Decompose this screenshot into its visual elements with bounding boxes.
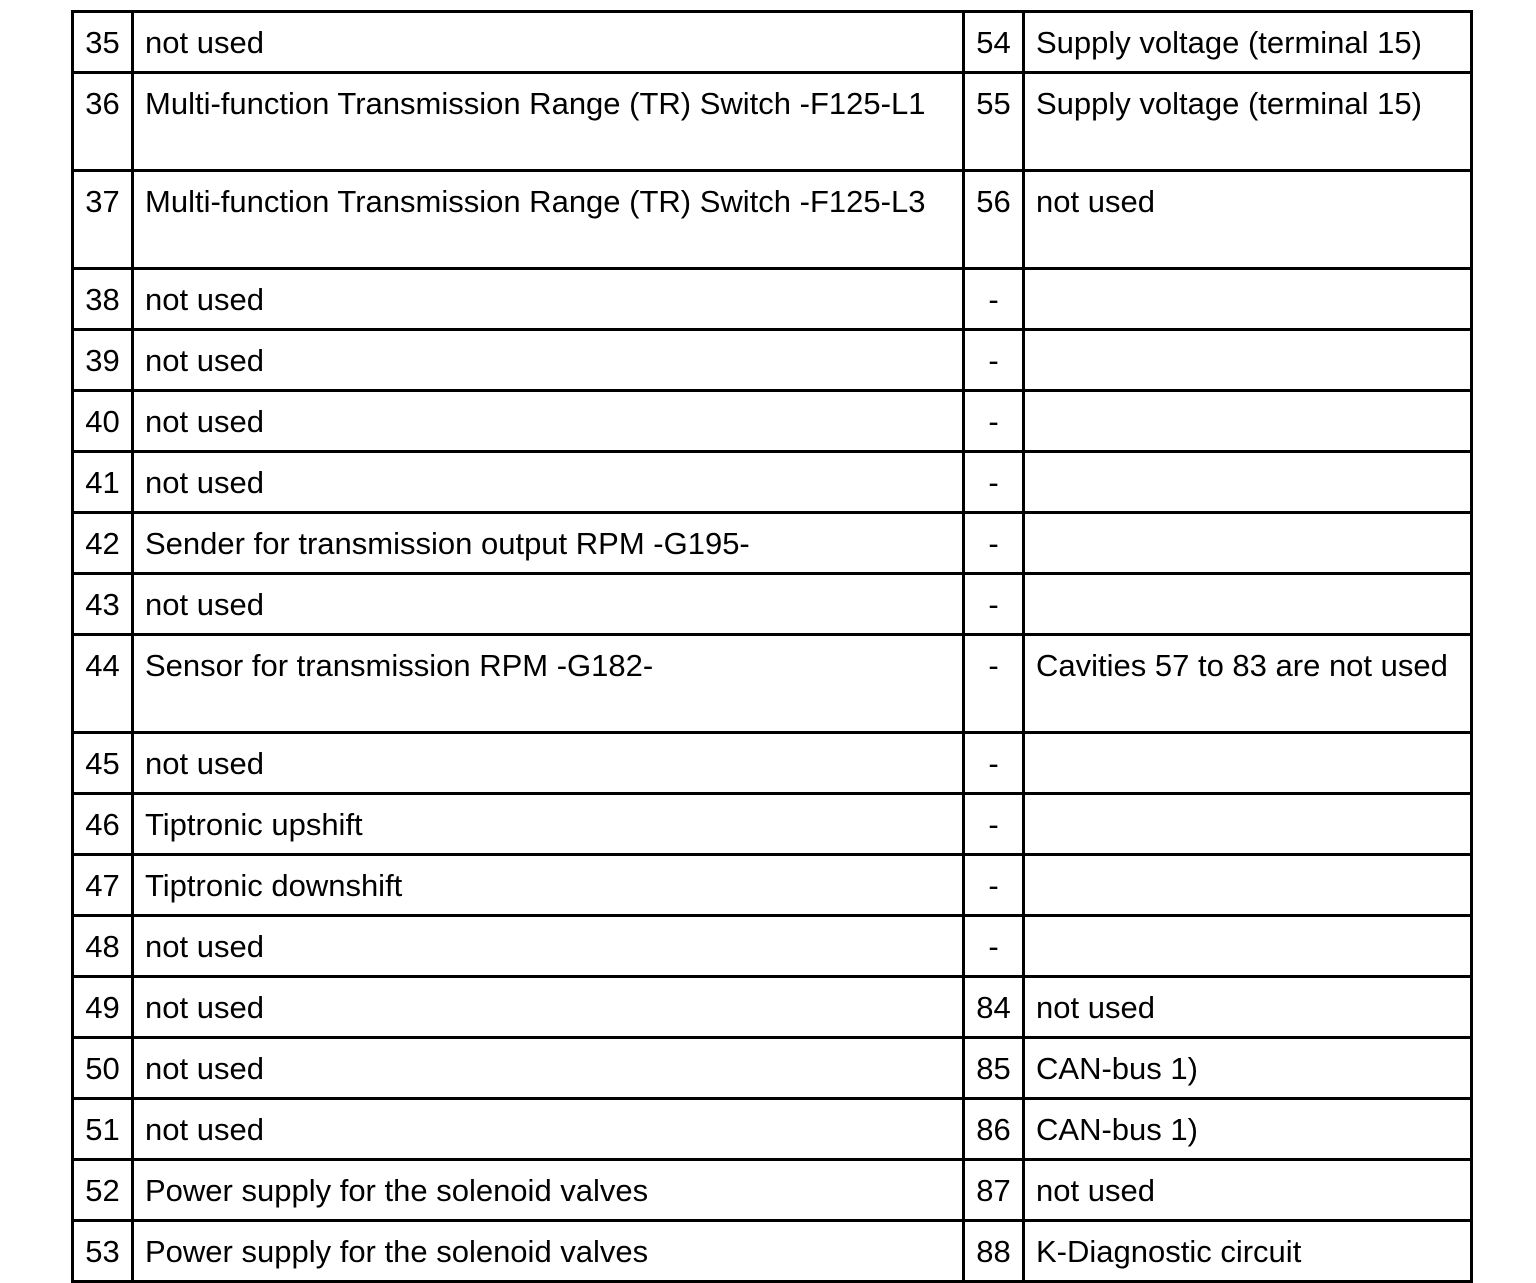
pin-number-left: 35: [73, 12, 133, 73]
table-row: [73, 12, 1472, 73]
pin-number-left: 38: [73, 269, 133, 330]
pin-number-right: 88: [964, 1221, 1024, 1282]
pin-description-left: Power supply for the solenoid valves: [133, 1160, 964, 1221]
pin-description-left: not used: [133, 574, 964, 635]
pin-description-right: [1024, 330, 1472, 391]
pin-number-left: 37: [73, 171, 133, 269]
pin-description-right: CAN-bus 1): [1024, 1099, 1472, 1160]
table-row: [73, 73, 1472, 171]
pin-description-right: [1024, 574, 1472, 635]
pin-number-right: -: [964, 452, 1024, 513]
table-row: [73, 269, 1472, 330]
pin-description-left: not used: [133, 12, 964, 73]
pin-description-left: not used: [133, 733, 964, 794]
table-row: [73, 452, 1472, 513]
pin-number-right: 85: [964, 1038, 1024, 1099]
pin-number-right: 54: [964, 12, 1024, 73]
pin-number-right: 86: [964, 1099, 1024, 1160]
pin-number-left: 45: [73, 733, 133, 794]
pin-number-right: -: [964, 916, 1024, 977]
pin-description-left: not used: [133, 269, 964, 330]
pin-number-right: -: [964, 513, 1024, 574]
pin-number-right: 87: [964, 1160, 1024, 1221]
pin-description-left: Tiptronic downshift: [133, 855, 964, 916]
pin-description-right: Supply voltage (terminal 15): [1024, 73, 1472, 171]
pin-description-left: not used: [133, 916, 964, 977]
pin-number-right: -: [964, 855, 1024, 916]
pin-description-left: not used: [133, 1099, 964, 1160]
pin-number-right: -: [964, 269, 1024, 330]
table-row: [73, 1160, 1472, 1221]
pin-description-left: not used: [133, 330, 964, 391]
pin-description-left: Power supply for the solenoid valves: [133, 1221, 964, 1282]
pin-number-right: -: [964, 635, 1024, 733]
pin-description-right: [1024, 269, 1472, 330]
pin-number-left: 52: [73, 1160, 133, 1221]
pin-description-right: CAN-bus 1): [1024, 1038, 1472, 1099]
pin-number-left: 51: [73, 1099, 133, 1160]
pin-number-left: 40: [73, 391, 133, 452]
pin-description-right: not used: [1024, 977, 1472, 1038]
table-row: [73, 1221, 1472, 1282]
pin-number-right: 84: [964, 977, 1024, 1038]
pin-description-left: Sender for transmission output RPM -G195-: [133, 513, 964, 574]
pin-description-right: [1024, 391, 1472, 452]
table-row: [73, 916, 1472, 977]
pin-number-right: 55: [964, 73, 1024, 171]
pin-number-right: 56: [964, 171, 1024, 269]
pin-number-right: -: [964, 794, 1024, 855]
table-row: [73, 1038, 1472, 1099]
table-row: [73, 1099, 1472, 1160]
pin-description-left: Tiptronic upshift: [133, 794, 964, 855]
pin-number-left: 48: [73, 916, 133, 977]
table-row: [73, 977, 1472, 1038]
pin-number-right: -: [964, 574, 1024, 635]
pin-number-right: -: [964, 733, 1024, 794]
pin-description-right: K-Diagnostic circuit: [1024, 1221, 1472, 1282]
pin-number-right: -: [964, 391, 1024, 452]
pin-description-left: not used: [133, 452, 964, 513]
pin-number-left: 47: [73, 855, 133, 916]
table-row: [73, 391, 1472, 452]
pin-description-left: not used: [133, 391, 964, 452]
table-row: [73, 171, 1472, 269]
pin-description-left: not used: [133, 1038, 964, 1099]
pin-number-left: 39: [73, 330, 133, 391]
pin-description-right: [1024, 855, 1472, 916]
table-row: [73, 794, 1472, 855]
pin-description-right: [1024, 733, 1472, 794]
pin-description-right: Cavities 57 to 83 are not used: [1024, 635, 1472, 733]
pin-description-left: Multi-function Transmission Range (TR) Switch -F125-L3: [133, 171, 964, 269]
table-row: [73, 635, 1472, 733]
pin-description-right: [1024, 916, 1472, 977]
pin-number-right: -: [964, 330, 1024, 391]
pin-assignment-rows: [73, 12, 1472, 1282]
pin-description-left: Sensor for transmission RPM -G182-: [133, 635, 964, 733]
pin-number-left: 42: [73, 513, 133, 574]
table-row: [73, 574, 1472, 635]
pin-description-right: not used: [1024, 1160, 1472, 1221]
table-row: [73, 855, 1472, 916]
pin-description-right: not used: [1024, 171, 1472, 269]
table-row: [73, 733, 1472, 794]
pin-description-left: Multi-function Transmission Range (TR) Switch -F125-L1: [133, 73, 964, 171]
pin-description-left: not used: [133, 977, 964, 1038]
pin-description-right: [1024, 794, 1472, 855]
pin-number-left: 49: [73, 977, 133, 1038]
pin-number-left: 46: [73, 794, 133, 855]
pin-description-right: [1024, 513, 1472, 574]
pin-number-left: 50: [73, 1038, 133, 1099]
table-row: [73, 330, 1472, 391]
pin-assignment-table: [71, 10, 1473, 1283]
pin-number-left: 41: [73, 452, 133, 513]
table-row: [73, 513, 1472, 574]
pin-number-left: 43: [73, 574, 133, 635]
pin-number-left: 44: [73, 635, 133, 733]
pin-description-right: Supply voltage (terminal 15): [1024, 12, 1472, 73]
pin-number-left: 36: [73, 73, 133, 171]
pin-number-left: 53: [73, 1221, 133, 1282]
pin-description-right: [1024, 452, 1472, 513]
